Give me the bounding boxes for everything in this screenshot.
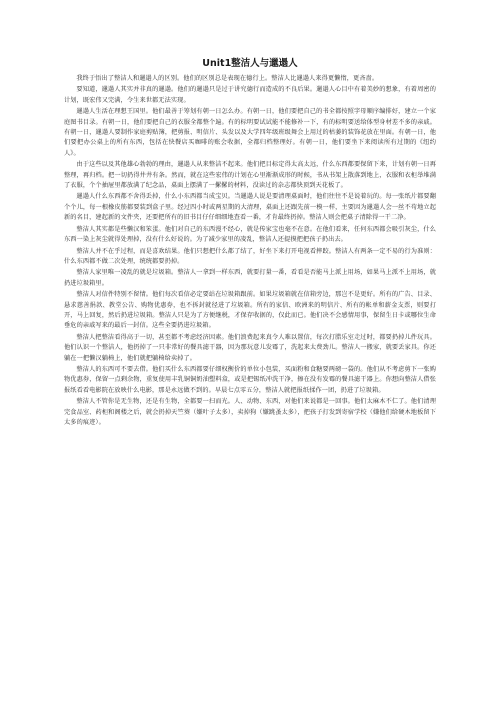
paragraph-6: 整洁人其实都是些懒汉和笨蛋。他们对自己的东西漫不经心，就是传家宝也毫不在意。在他们看来，任何东西都会吸引灰尘，什么东西一染上灰尘就得处理掉，没有什么好说的。为了减少家里的凌乱，整洁人还提摸把把孩子扔出去。 <box>64 225 436 244</box>
paragraph-12: 整洁人不管你是无生物，还是有生物，全都要一扫而光。人、动物、东西，对他们来说都是一回事。他们太麻木不仁了。他们清理完食品室、药柜和阁楼之后，就会扔掉天竺葵（嫌叶子太多），卖掉狗（嫌跳蚤太多），把孩子打发到寄宿学校（嫌他们给硬木地板留下太多的痕迹）。 <box>64 398 436 426</box>
paragraph-11: 整洁人的东西可不要去借。他们买什么东西都要仔细权衡价的单位小包装，买面粉和食糖要两磅一袋的。他们从不考虑剪下一张购物优惠券，保留一点剩余物，重复使用丰乳铜铜奶油塑料盒，或是把锡纸冲洗干净，擦在没有发霉的餐具滤干器上。你想向整洁人借张报纸看看电影院在放映什么电影，那是永远做不到的。早晨七点零五分，整洁人就把报纸揉作一团，扔进了垃圾箱。 <box>64 365 436 394</box>
paragraph-3: 邋遢人生活在理想王国里。他们最善于筹划有朝一日怎么办。有朝一日，他们要把自己的书全都按照字母顺序编排好，建立一个家庭图书目录。有朝一日，他们要把自己的衣服全都整个遍。有的标明要试试能不能修补一下，有的标明要送给体型身材差不多的亲戚。有朝一日，邋遢人要制作家庭剪贴簿，把剪报、明信片、头发以及大学四年级班级舞会上用过的枯萎的装饰花放在里面。有朝一日，他们要把办公桌上的所有东西，包括在快餐店买咖啡的账会收据，全都归档整理好。有朝一日，他们要坐下来阅读所有过期的《纽约人》。 <box>64 108 436 157</box>
document-title: Unit1整洁人与邋遢人 <box>202 58 298 69</box>
paragraph-9: 整洁人对信件特别不留情。他们每次看信必定要站在垃圾箱跟前。如果垃圾箱就在信箱旁边，那岂不是更好。所有的广告、目录、悬求慈善捐款、教堂公告、购物优惠券，也不拆封就径进了垃圾箱。所有的家信、欧洲来的明信片、所有的帐单和薪金支票，则要打开，马上回复，然后扔进垃圾箱。整洁人只是为了方便继税，才保存收据的，仅此而已。他们决不会感情用事，保留生日卡或哪位生命垂危的亲戚写来的最后一封信。这些全要扔进垃圾箱。 <box>64 291 436 330</box>
paragraph-10: 整洁人把整洁看得高于一切，甚至都不考虑经济因素。他们浪费起来真令人难以置信，每次打腊乐室走过时，都要扔掉儿件玩具。他们认识一个整洁人，他扔掉了一只非常好的餐具滤干器，因为那玩意儿发霉了，洗起来太费劲儿。整洁人一搬家，就要丢家具。你还躺在一把懒汉躺椅上，他们就把躺椅给卖掉了。 <box>64 333 436 362</box>
paragraph-7: 整洁人并不在乎过程，而是喜欢结果。他们只想把什么都了结了，好坐下来打开电视看摔跤。整洁人有两条一定不易的行为准则：什么东西都不做二次处理，统统都要扔掉。 <box>64 247 436 265</box>
paragraph-2: 要知道，邋遢人其实并非真的邋遢。他们的邋遢只是过于讲究德行而造成的不良后果。邋遢人心目中有着美妙的想象，有着周密的计划，既宏伟又完满，令生来世都无法实现。 <box>64 86 436 104</box>
paragraph-8: 整洁人家里唯一凌乱的就是垃圾箱。整洁人一拿到一样东西，就要打量一番，看看是否能马上派上用场，如果马上派不上用场，就扔进垃圾箱里。 <box>64 269 436 287</box>
paragraph-5: 邋遢人什么东西都不舍得丢掉，什么小东西都当成宝贝。当邋遢人说是要清理桌面时，他们往往不是说着玩的。每一张纸片都要翻个个儿，每一根橡皮筋都要装到盒子里。经过四小时或两星期的大清理，桌面上还跟先前一模一样，主要因为邋遢人会一丝不苟地立起新的名目，建起新的文件夹，还要把所有的旧书目仔仔细细地查看一番，才肯最终扔掉。整洁人则会把桌子清除得一干二净。 <box>64 193 436 222</box>
paragraph-4: 由于这些以及其他雄心勃勃的理由，邋遢人从来整洁不起来。他们把目标定得太高太远，什么东西都要保留下来，计划有朝一日再整理，再归档。把一切扔得井井有条。然而，就在这些宏伟的计划在心里渐渐成形的时候，书从书架上散落到地上，衣服和衣柜举堆满了衣服，个个抽屉里都放满了纪念品，桌面上摆满了一摞摞的材料，没读过的杂志都快顶到天花板了。 <box>64 161 436 190</box>
paragraph-1: 我终于悟出了整洁人和邋遢人的区别。他们的区别总是表现在德行上。整洁人比邋遢人来得更懒惰，更吝啬。 <box>76 75 379 82</box>
